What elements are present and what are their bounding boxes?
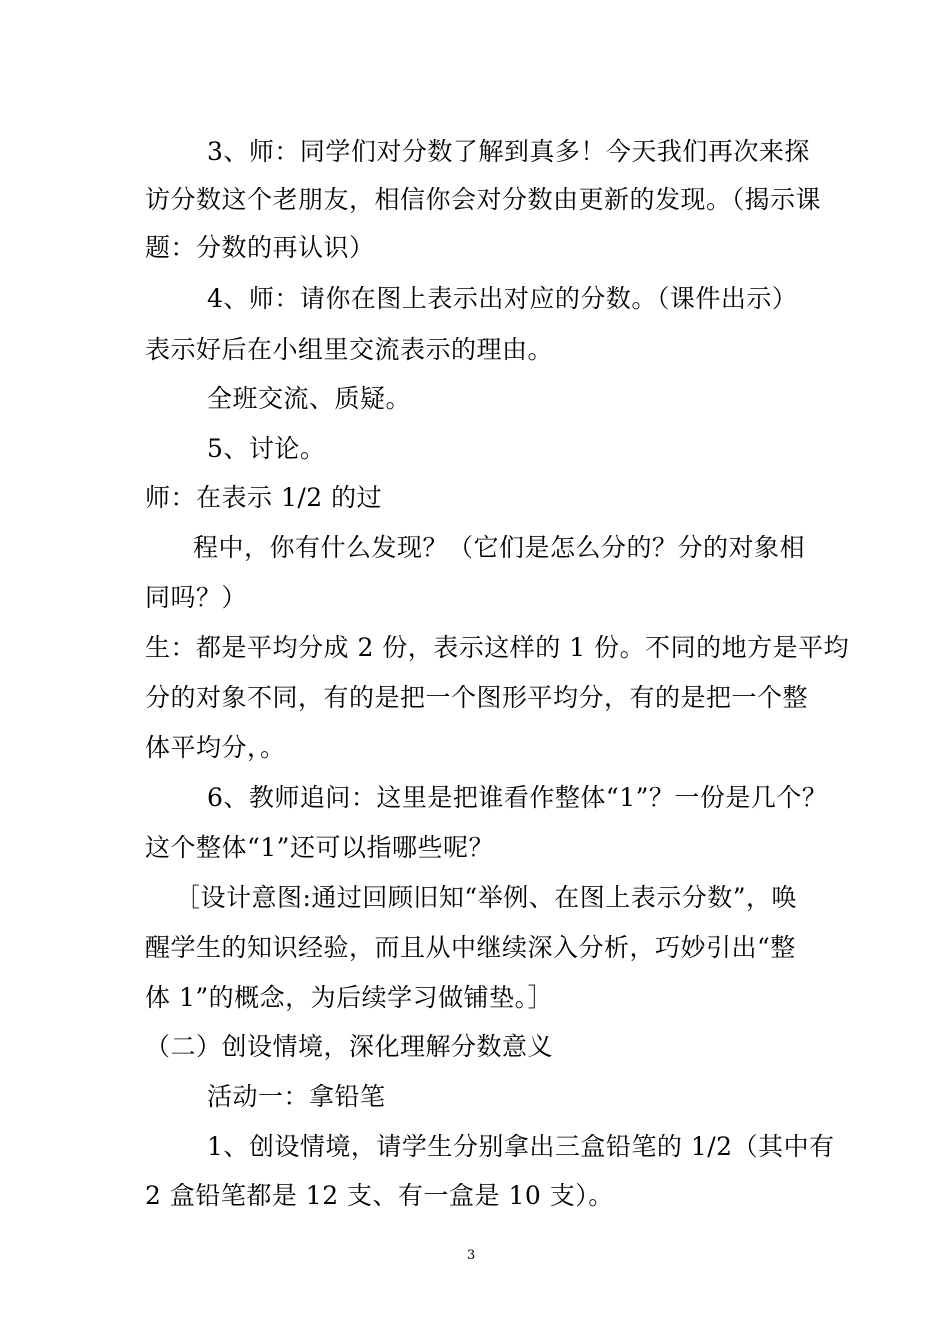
paragraph-line: 6、教师追问：这里是把谁看作整体“1”？一份是几个？ (207, 783, 828, 812)
paragraph-line: 程中，你有什么发现？（它们是怎么分的？分的对象相 (193, 533, 806, 562)
paragraph-line: 生：都是平均分成 2 份，表示这样的 1 份。不同的地方是平均 (145, 633, 850, 662)
page-number: 3 (467, 1248, 476, 1263)
paragraph-line: 5、讨论。 (207, 434, 326, 463)
paragraph-line: 访分数这个老朋友，相信你会对分数由更新的发现。（揭示课 (145, 185, 822, 214)
section-heading: （二）创设情境，深化理解分数意义 (145, 1032, 554, 1061)
paragraph-line: 醒学生的知识经验，而且从中继续深入分析，巧妙引出“整 (145, 933, 796, 962)
paragraph-line: 全班交流、质疑。 (207, 384, 412, 413)
paragraph-line: 题：分数的再认识） (145, 233, 375, 262)
paragraph-line: 体平均分，。 (145, 733, 286, 762)
paragraph-line: 体 1”的概念，为后续学习做铺垫。］ (145, 983, 554, 1012)
paragraph-line: 师：在表示 1/2 的过 (145, 483, 383, 512)
paragraph-line: 3、师：同学们对分数了解到真多！今天我们再次来探 (207, 137, 810, 166)
paragraph-line: 4、师：请你在图上表示出对应的分数。（课件出示） (207, 284, 798, 313)
paragraph-line: 这个整体“1”还可以指哪些呢？ (145, 833, 494, 862)
paragraph-line: 2 盒铅笔都是 12 支、有一盒是 10 支）。 (145, 1181, 614, 1210)
paragraph-line: 分的对象不同，有的是把一个图形平均分，有的是把一个整 (145, 683, 809, 712)
activity-heading: 活动一：拿铅笔 (207, 1082, 386, 1111)
paragraph-line: ［设计意图:通过回顾旧知“举例、在图上表示分数”，唤 (175, 883, 797, 912)
paragraph-line: 表示好后在小组里交流表示的理由。 (145, 335, 554, 364)
paragraph-line: 1、创设情境，请学生分别拿出三盒铅笔的 1/2（其中有 (207, 1132, 835, 1161)
paragraph-line: 同吗？） (145, 583, 248, 612)
